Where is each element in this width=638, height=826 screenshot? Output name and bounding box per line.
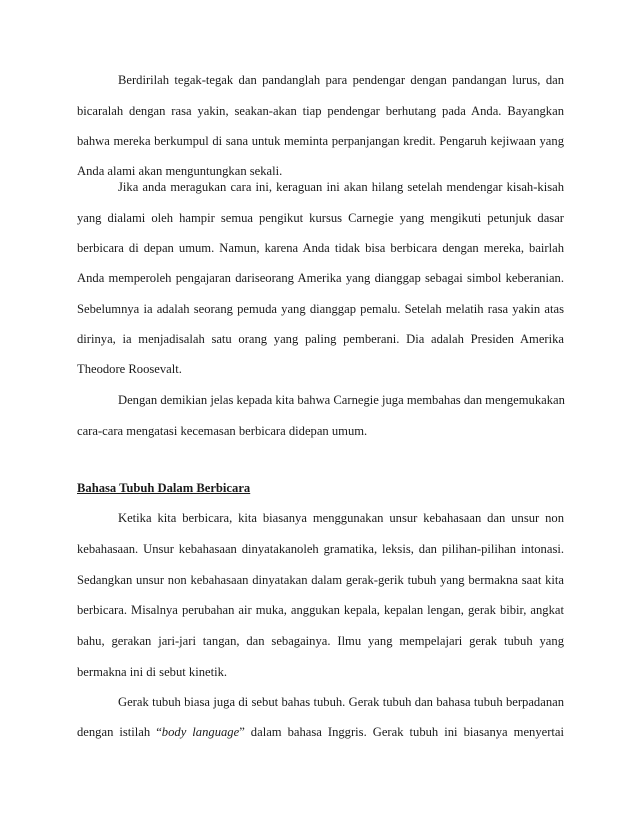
paragraph-1-line-2: bicaralah dengan rasa yakin, seakan-akan tiap pendengar berhutang pada Anda. Bayangkan [77, 104, 564, 118]
section-paragraph-1-line-6: bermakna ini di sebut kinetik. [77, 665, 228, 679]
paragraph-3-line-2: cara-cara mengatasi kecemasan berbicara didepan umum. [77, 424, 368, 438]
section-heading: Bahasa Tubuh Dalam Berbicara [77, 481, 251, 495]
paragraph-2-line-7: Theodore Roosevalt. [77, 362, 182, 376]
paragraph-2-line-2: yang dialami oleh hampir semua pengikut kursus Carnegie yang mengikuti petunjuk dasar [77, 211, 564, 225]
paragraph-2-line-3: berbicara di depan umum. Namun, karena Anda tidak bisa berbicara dengan mereka, bairlah [77, 241, 564, 255]
paragraph-2-line-5: Sebelumnya ia adalah seorang pemuda yang dianggap pemalu. Setelah melatih rasa yakin atas [77, 302, 564, 316]
paragraph-1-line-3: bahwa mereka berkumpul di sana untuk meminta perpanjangan kredit. Pengaruh kejiwaan yang [77, 134, 564, 148]
line-text-after: ” dalam bahasa Inggris. Gerak tubuh ini biasanya menyertai [239, 725, 565, 739]
section-paragraph-2-line-2 [77, 724, 564, 740]
paragraph-2-line-4: Anda memperoleh pengajaran dariseorang Amerika yang dianggap sebagai simbol keberanian. [77, 271, 564, 285]
section-paragraph-1-line-5: bahu, gerakan jari-jari tangan, dan sebagainya. Ilmu yang mempelajari gerak tubuh yang [77, 634, 564, 648]
line-text-before: dengan istilah “ [77, 725, 162, 739]
paragraph-2-line-6: dirinya, ia menjadisalah satu orang yang paling pemberani. Dia adalah Presiden Amerika [77, 332, 564, 346]
paragraph-2-line-1: Jika anda meragukan cara ini, keraguan ini akan hilang setelah mendengar kisah-kisah [118, 180, 564, 194]
section-paragraph-1-line-3: Sedangkan unsur non kebahasaan dinyatakan dalam gerak-gerik tubuh yang bermakna saat kita [77, 573, 564, 587]
paragraph-1-line-1: Berdirilah tegak-tegak dan pandanglah para pendengar dengan pandangan lurus, dan [118, 73, 564, 87]
paragraph-3-line-1: Dengan demikian jelas kepada kita bahwa Carnegie juga membahas dan mengemukakan [118, 393, 565, 407]
section-paragraph-1-line-1: Ketika kita berbicara, kita biasanya menggunakan unsur kebahasaan dan unsur non [118, 511, 564, 525]
emphasized-term: body language [161, 725, 240, 739]
section-paragraph-1-line-4: berbicara. Misalnya perubahan air muka, anggukan kepala, kepalan lengan, gerak bibir, angkat [77, 603, 564, 617]
paragraph-1-line-4: Anda alami akan menguntungkan sekali. [77, 164, 283, 178]
section-paragraph-2-line-1: Gerak tubuh biasa juga di sebut bahas tubuh. Gerak tubuh dan bahasa tubuh berpadanan [118, 695, 564, 709]
section-paragraph-1-line-2: kebahasaan. Unsur kebahasaan dinyatakanoleh gramatika, leksis, dan pilihan-pilihan intonasi. [77, 542, 564, 556]
